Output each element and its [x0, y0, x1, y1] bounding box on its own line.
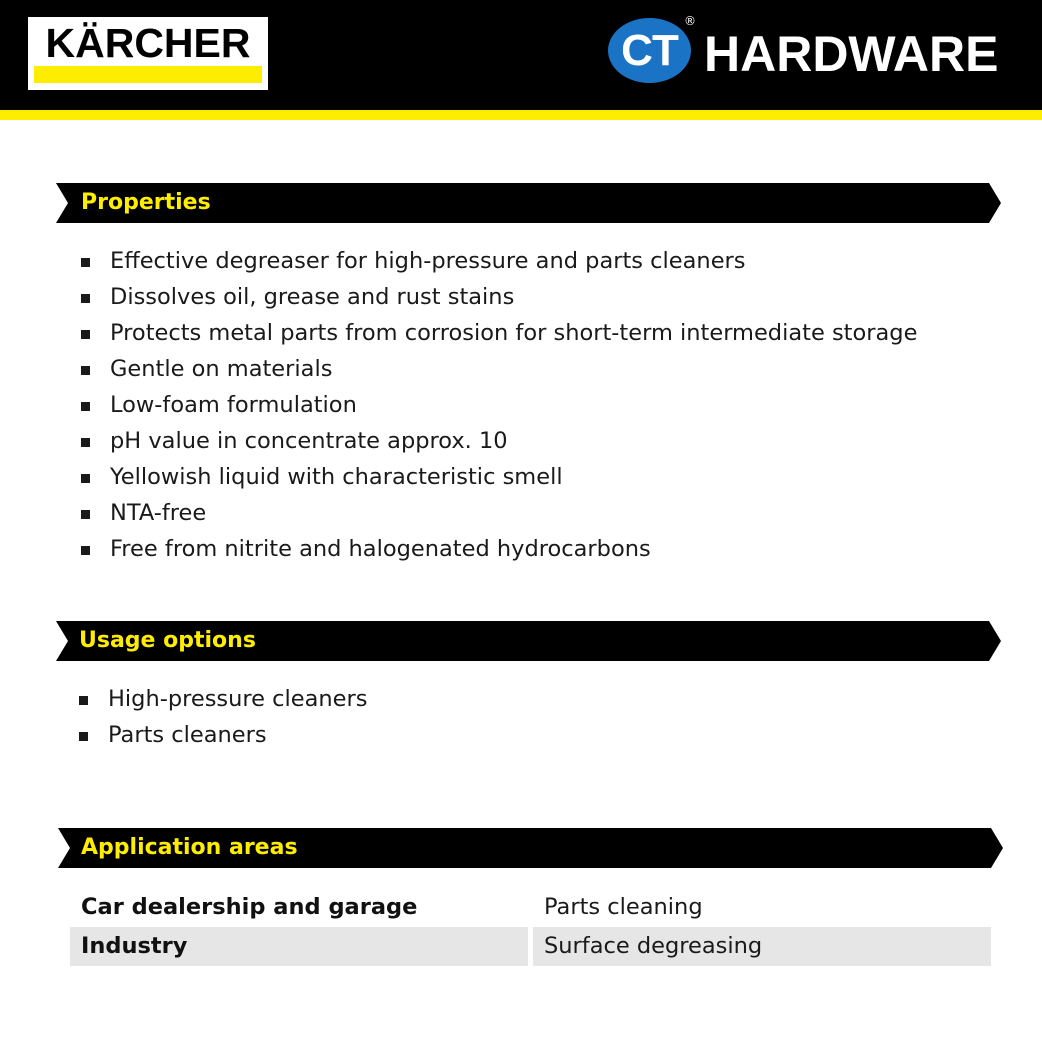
- section-banner-application: [58, 828, 1003, 868]
- application-area-cell: Car dealership and garage: [81, 894, 418, 920]
- section-banner-usage: [56, 621, 1001, 661]
- section-banner-properties: [56, 183, 1001, 223]
- table-row: [70, 888, 991, 927]
- bullet-square-icon: [79, 732, 88, 741]
- section-title: Properties: [81, 190, 211, 215]
- bullet-square-icon: [79, 696, 88, 705]
- page-header: [0, 0, 1042, 110]
- application-area-cell: Industry: [70, 927, 528, 966]
- bullet-square-icon: [81, 330, 90, 339]
- header-yellow-stripe: [0, 110, 1042, 120]
- section-title: Application areas: [81, 835, 298, 860]
- ct-logo-badge-text: CT: [621, 26, 678, 75]
- registered-mark: ®: [684, 14, 696, 28]
- bullet-square-icon: [81, 510, 90, 519]
- application-use-cell: Parts cleaning: [544, 894, 703, 920]
- bullet-square-icon: [81, 258, 90, 267]
- bullet-square-icon: [81, 402, 90, 411]
- ct-hardware-logo: [608, 14, 1028, 88]
- section-title: Usage options: [79, 628, 256, 653]
- bullet-square-icon: [81, 474, 90, 483]
- bullet-square-icon: [81, 546, 90, 555]
- ct-logo-wordmark: HARDWARE: [704, 26, 999, 82]
- karcher-logo-text: KÄRCHER: [45, 20, 251, 66]
- bullet-square-icon: [81, 438, 90, 447]
- application-table: [70, 888, 991, 966]
- table-row: [70, 927, 991, 966]
- bullet-square-icon: [81, 366, 90, 375]
- application-use-cell: Surface degreasing: [533, 927, 991, 966]
- ct-logo-badge: [608, 18, 691, 83]
- karcher-logo-yellow-bar: [34, 66, 262, 83]
- karcher-logo: [28, 17, 268, 90]
- bullet-square-icon: [81, 294, 90, 303]
